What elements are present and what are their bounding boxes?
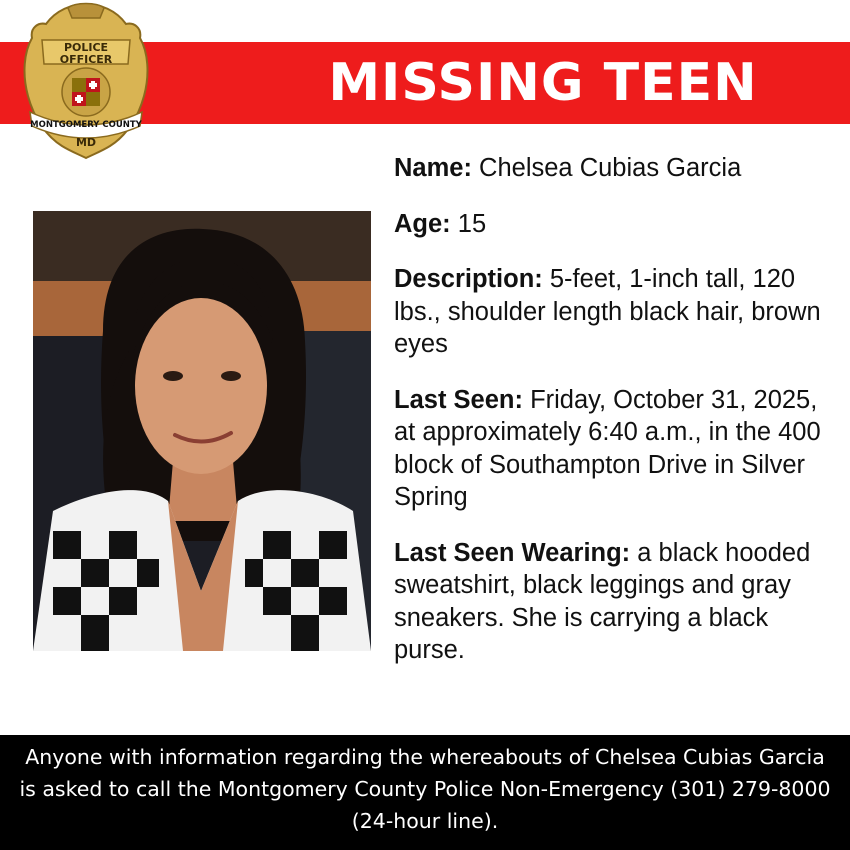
- description-value: 5-feet, 1-inch tall, 120 lbs., shoulder length black hair, brown eyes: [394, 265, 821, 358]
- contact-footer: [0, 735, 850, 850]
- badge-ribbon-text: MONTGOMERY COUNTY: [30, 120, 142, 130]
- details-panel: [394, 152, 834, 690]
- last-seen-value: Friday, October 31, 2025, at approximately 6:40 a.m., in the 400 block of Southampton Drive in Silver Spring: [394, 385, 821, 511]
- description-label: Description:: [394, 265, 543, 293]
- badge-middle-text: OFFICER: [59, 53, 113, 66]
- maryland-flag-shield: [72, 78, 100, 106]
- page-title: MISSING TEEN: [328, 53, 758, 113]
- name-value: Chelsea Cubias Garcia: [479, 154, 742, 182]
- missing-person-photo: [33, 211, 371, 651]
- wearing-line: [394, 537, 834, 667]
- description-line: [394, 263, 834, 361]
- badge-top-text: POLICE: [63, 41, 109, 54]
- age-label: Age:: [394, 209, 451, 238]
- wearing-label: Last Seen Wearing:: [394, 538, 631, 567]
- age-line: [394, 208, 834, 241]
- wearing-value: a black hooded sweatshirt, black leggings and gray sneakers. She is carrying a black purse.: [394, 538, 811, 664]
- badge-bottom-text: MD: [75, 136, 97, 149]
- footer-message: Anyone with information regarding the whereabouts of Chelsea Cubias Garcia is asked to call the Montgomery County Police Non-Emergency (301) 279-8000 (24-hour line).: [19, 745, 831, 833]
- age-value: 15: [457, 209, 487, 238]
- name-label: Name:: [394, 154, 472, 182]
- name-line: [394, 152, 834, 185]
- last-seen-label: Last Seen:: [394, 385, 523, 414]
- police-badge-logo: [22, 0, 150, 160]
- last-seen-line: [394, 384, 834, 514]
- portrait-illustration: [33, 211, 371, 651]
